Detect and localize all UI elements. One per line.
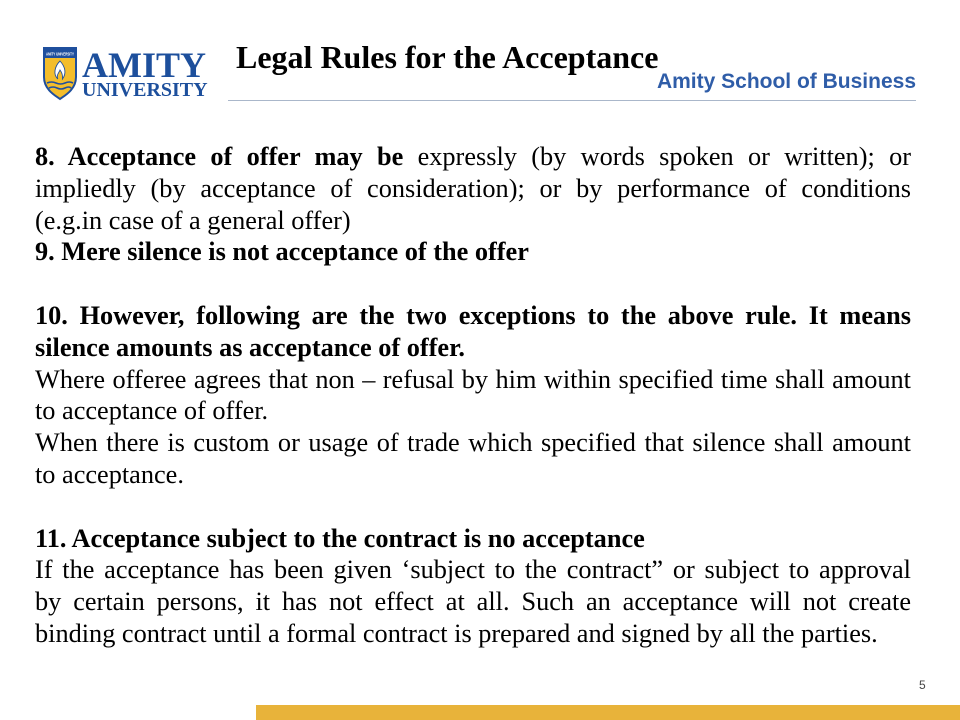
rule-11-line: If the acceptance has been given ‘subject to the contract” or subject to approval bbox=[35, 555, 911, 585]
rule-11-line: binding contract until a formal contract is prepared and signed by all the parties. bbox=[35, 618, 878, 648]
page-number: 5 bbox=[919, 678, 926, 692]
rule-8-line: impliedly (by acceptance of consideration); or by performance of conditions bbox=[35, 173, 911, 203]
header-divider bbox=[228, 100, 916, 101]
exception-1-line: Where offeree agrees that non – refusal by him within specified time shall amount bbox=[35, 364, 911, 394]
rule-8-line bbox=[35, 141, 911, 173]
rule-8-line: (e.g.in case of a general offer) bbox=[35, 205, 351, 235]
rule-11-heading: 11. Acceptance subject to the contract is no acceptance bbox=[35, 523, 645, 553]
rule-10-heading: silence amounts as acceptance of offer. bbox=[35, 332, 465, 362]
school-name: Amity School of Business bbox=[656, 70, 916, 93]
rule-10-heading: 10. However, following are the two exceptions to the above rule. It means bbox=[35, 300, 911, 330]
rule-9-heading: 9. Mere silence is not acceptance of the offer bbox=[35, 237, 529, 267]
exception-2-line: to acceptance. bbox=[35, 459, 184, 489]
rule-11-line: by certain persons, it has not effect at all. Such an acceptance will not create bbox=[35, 587, 911, 617]
paragraph-spacer bbox=[35, 491, 911, 523]
exception-1-line: to acceptance of offer. bbox=[35, 396, 269, 426]
amity-shield-icon bbox=[42, 45, 78, 101]
paragraph-spacer bbox=[35, 268, 911, 300]
footer-accent-bar bbox=[256, 705, 960, 720]
logo-subtitle: UNIVERSITY bbox=[82, 79, 208, 101]
shield-text: AMITY UNIVERSITY bbox=[46, 51, 75, 57]
rule-8-lead: 8. Acceptance of offer may be bbox=[35, 142, 404, 171]
slide-body bbox=[35, 141, 911, 650]
exception-2-line: When there is custom or usage of trade which specified that silence shall amount bbox=[35, 428, 911, 458]
slide-title: Legal Rules for the Acceptance bbox=[236, 39, 659, 75]
rule-8-text: expressly (by words spoken or written); or bbox=[417, 142, 911, 171]
logo-wordmark: AMITY bbox=[82, 45, 206, 85]
